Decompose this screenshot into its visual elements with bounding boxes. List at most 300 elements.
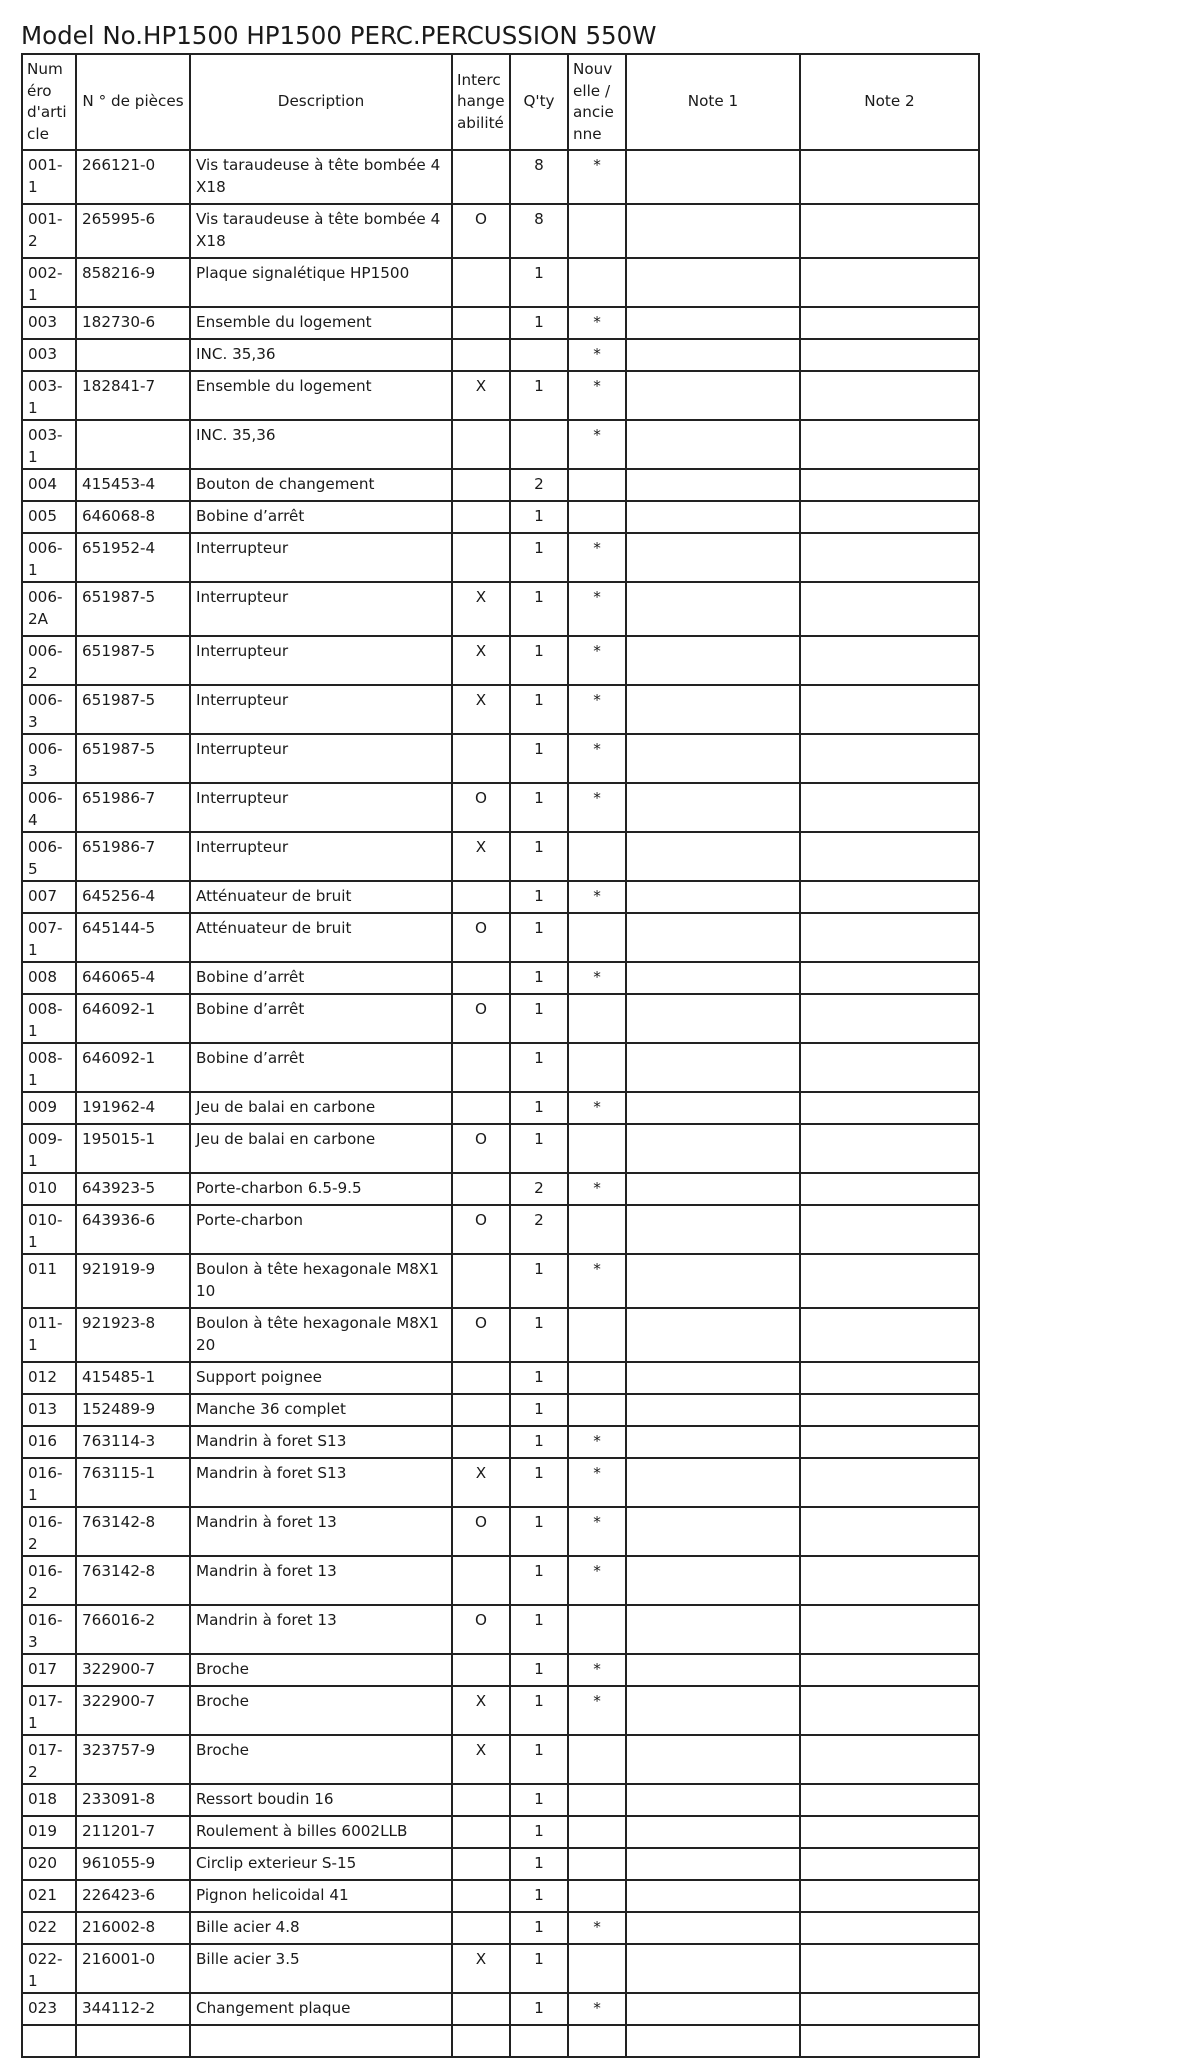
new-old-cell: * bbox=[568, 1092, 626, 1124]
part-no-cell: 415485-1 bbox=[76, 1362, 190, 1394]
description-cell: Porte-charbon bbox=[190, 1205, 452, 1254]
interchangeability-cell: O bbox=[452, 204, 510, 258]
description-cell: Mandrin à foret 13 bbox=[190, 1507, 452, 1556]
table-row bbox=[22, 1254, 979, 1308]
new-old-cell: * bbox=[568, 307, 626, 339]
description-cell: Manche 36 complet bbox=[190, 1394, 452, 1426]
qty-cell: 1 bbox=[510, 1426, 568, 1458]
part-no-cell: 921923-8 bbox=[76, 1308, 190, 1362]
part-no-cell: 322900-7 bbox=[76, 1686, 190, 1735]
table-row bbox=[22, 783, 979, 832]
table-row bbox=[22, 1735, 979, 1784]
note-1-cell bbox=[626, 204, 800, 258]
note-2-cell bbox=[800, 913, 979, 962]
description-cell: Porte-charbon 6.5-9.5 bbox=[190, 1173, 452, 1205]
col-header-new-old: Nouvelle / ancienne bbox=[568, 54, 626, 150]
new-old-cell: * bbox=[568, 734, 626, 783]
part-no-cell bbox=[76, 2025, 190, 2057]
note-2-cell bbox=[800, 1394, 979, 1426]
new-old-cell: * bbox=[568, 420, 626, 469]
item-no-cell: 017-2 bbox=[22, 1735, 76, 1784]
qty-cell: 1 bbox=[510, 1254, 568, 1308]
note-1-cell bbox=[626, 1205, 800, 1254]
qty-cell bbox=[510, 420, 568, 469]
description-cell: Circlip exterieur S-15 bbox=[190, 1848, 452, 1880]
description-cell: Jeu de balai en carbone bbox=[190, 1092, 452, 1124]
part-no-cell bbox=[76, 420, 190, 469]
note-1-cell bbox=[626, 1735, 800, 1784]
qty-cell: 1 bbox=[510, 783, 568, 832]
part-no-cell: 651952-4 bbox=[76, 533, 190, 582]
note-2-cell bbox=[800, 783, 979, 832]
part-no-cell: 763115-1 bbox=[76, 1458, 190, 1507]
item-no-cell: 005 bbox=[22, 501, 76, 533]
interchangeability-cell: X bbox=[452, 636, 510, 685]
note-2-cell bbox=[800, 734, 979, 783]
part-no-cell: 265995-6 bbox=[76, 204, 190, 258]
item-no-cell: 001-2 bbox=[22, 204, 76, 258]
note-1-cell bbox=[626, 1848, 800, 1880]
interchangeability-cell: O bbox=[452, 1124, 510, 1173]
table-row bbox=[22, 1124, 979, 1173]
note-1-cell bbox=[626, 1124, 800, 1173]
interchangeability-cell bbox=[452, 307, 510, 339]
note-2-cell bbox=[800, 1605, 979, 1654]
part-no-cell: 921919-9 bbox=[76, 1254, 190, 1308]
qty-cell: 1 bbox=[510, 994, 568, 1043]
description-cell: Support poignee bbox=[190, 1362, 452, 1394]
item-no-cell: 008-1 bbox=[22, 994, 76, 1043]
note-2-cell bbox=[800, 150, 979, 204]
interchangeability-cell: O bbox=[452, 1605, 510, 1654]
note-2-cell bbox=[800, 307, 979, 339]
new-old-cell bbox=[568, 1848, 626, 1880]
note-1-cell bbox=[626, 1254, 800, 1308]
qty-cell: 1 bbox=[510, 1816, 568, 1848]
note-1-cell bbox=[626, 1880, 800, 1912]
item-no-cell: 003-1 bbox=[22, 420, 76, 469]
new-old-cell bbox=[568, 1124, 626, 1173]
interchangeability-cell bbox=[452, 533, 510, 582]
part-no-cell: 191962-4 bbox=[76, 1092, 190, 1124]
table-row bbox=[22, 1043, 979, 1092]
qty-cell: 1 bbox=[510, 501, 568, 533]
table-row bbox=[22, 1993, 979, 2025]
note-1-cell bbox=[626, 501, 800, 533]
interchangeability-cell bbox=[452, 1556, 510, 1605]
note-1-cell bbox=[626, 1308, 800, 1362]
interchangeability-cell bbox=[452, 962, 510, 994]
part-no-cell: 763142-8 bbox=[76, 1556, 190, 1605]
note-1-cell bbox=[626, 258, 800, 307]
item-no-cell: 022-1 bbox=[22, 1944, 76, 1993]
table-row bbox=[22, 1205, 979, 1254]
new-old-cell bbox=[568, 832, 626, 881]
description-cell: Broche bbox=[190, 1735, 452, 1784]
qty-cell: 1 bbox=[510, 1394, 568, 1426]
table-row bbox=[22, 501, 979, 533]
description-cell: Boulon à tête hexagonale M8X110 bbox=[190, 1254, 452, 1308]
item-no-cell: 006-2A bbox=[22, 582, 76, 636]
part-no-cell: 645144-5 bbox=[76, 913, 190, 962]
note-2-cell bbox=[800, 881, 979, 913]
note-2-cell bbox=[800, 1308, 979, 1362]
note-2-cell bbox=[800, 832, 979, 881]
note-1-cell bbox=[626, 1784, 800, 1816]
item-no-cell: 021 bbox=[22, 1880, 76, 1912]
item-no-cell: 006-5 bbox=[22, 832, 76, 881]
table-row bbox=[22, 636, 979, 685]
new-old-cell bbox=[568, 1205, 626, 1254]
description-cell: Roulement à billes 6002LLB bbox=[190, 1816, 452, 1848]
part-no-cell: 152489-9 bbox=[76, 1394, 190, 1426]
table-row bbox=[22, 339, 979, 371]
table-row bbox=[22, 533, 979, 582]
item-no-cell: 004 bbox=[22, 469, 76, 501]
qty-cell: 1 bbox=[510, 1880, 568, 1912]
note-1-cell bbox=[626, 1556, 800, 1605]
interchangeability-cell bbox=[452, 150, 510, 204]
new-old-cell: * bbox=[568, 881, 626, 913]
description-cell: Broche bbox=[190, 1654, 452, 1686]
table-row bbox=[22, 2025, 979, 2057]
interchangeability-cell: X bbox=[452, 685, 510, 734]
table-row bbox=[22, 1944, 979, 1993]
note-2-cell bbox=[800, 1254, 979, 1308]
qty-cell: 1 bbox=[510, 371, 568, 420]
note-2-cell bbox=[800, 371, 979, 420]
note-2-cell bbox=[800, 1912, 979, 1944]
description-cell: Interrupteur bbox=[190, 783, 452, 832]
item-no-cell: 010-1 bbox=[22, 1205, 76, 1254]
interchangeability-cell bbox=[452, 469, 510, 501]
qty-cell: 1 bbox=[510, 1784, 568, 1816]
qty-cell: 1 bbox=[510, 832, 568, 881]
note-1-cell bbox=[626, 1394, 800, 1426]
note-1-cell bbox=[626, 783, 800, 832]
interchangeability-cell: O bbox=[452, 1308, 510, 1362]
new-old-cell: * bbox=[568, 962, 626, 994]
table-row bbox=[22, 258, 979, 307]
table-row bbox=[22, 1556, 979, 1605]
note-2-cell bbox=[800, 994, 979, 1043]
qty-cell: 1 bbox=[510, 258, 568, 307]
part-no-cell: 763142-8 bbox=[76, 1507, 190, 1556]
note-1-cell bbox=[626, 734, 800, 783]
part-no-cell: 216002-8 bbox=[76, 1912, 190, 1944]
note-1-cell bbox=[626, 913, 800, 962]
part-no-cell bbox=[76, 339, 190, 371]
new-old-cell: * bbox=[568, 636, 626, 685]
description-cell: Vis taraudeuse à tête bombée 4X18 bbox=[190, 150, 452, 204]
new-old-cell: * bbox=[568, 339, 626, 371]
note-2-cell bbox=[800, 1507, 979, 1556]
new-old-cell bbox=[568, 1816, 626, 1848]
item-no-cell: 001-1 bbox=[22, 150, 76, 204]
col-header-interchangeability: Interchangeabilité bbox=[452, 54, 510, 150]
qty-cell: 1 bbox=[510, 1556, 568, 1605]
part-no-cell: 182841-7 bbox=[76, 371, 190, 420]
note-2-cell bbox=[800, 1735, 979, 1784]
note-2-cell bbox=[800, 339, 979, 371]
table-row bbox=[22, 1686, 979, 1735]
note-1-cell bbox=[626, 1362, 800, 1394]
description-cell: Ensemble du logement bbox=[190, 307, 452, 339]
note-2-cell bbox=[800, 1784, 979, 1816]
note-1-cell bbox=[626, 962, 800, 994]
note-1-cell bbox=[626, 1993, 800, 2025]
note-2-cell bbox=[800, 1654, 979, 1686]
new-old-cell: * bbox=[568, 1458, 626, 1507]
part-no-cell: 651986-7 bbox=[76, 832, 190, 881]
description-cell: Interrupteur bbox=[190, 832, 452, 881]
note-1-cell bbox=[626, 1816, 800, 1848]
note-2-cell bbox=[800, 962, 979, 994]
table-header-row bbox=[22, 54, 979, 150]
new-old-cell bbox=[568, 1735, 626, 1784]
item-no-cell: 006-3 bbox=[22, 734, 76, 783]
new-old-cell bbox=[568, 1605, 626, 1654]
new-old-cell bbox=[568, 204, 626, 258]
item-no-cell: 023 bbox=[22, 1993, 76, 2025]
new-old-cell bbox=[568, 1944, 626, 1993]
new-old-cell: * bbox=[568, 783, 626, 832]
qty-cell: 1 bbox=[510, 636, 568, 685]
note-2-cell bbox=[800, 1173, 979, 1205]
interchangeability-cell: X bbox=[452, 1458, 510, 1507]
interchangeability-cell: O bbox=[452, 1205, 510, 1254]
new-old-cell: * bbox=[568, 1173, 626, 1205]
item-no-cell: 016 bbox=[22, 1426, 76, 1458]
note-2-cell bbox=[800, 1124, 979, 1173]
part-no-cell: 651987-5 bbox=[76, 734, 190, 783]
part-no-cell: 323757-9 bbox=[76, 1735, 190, 1784]
interchangeability-cell: X bbox=[452, 1944, 510, 1993]
note-1-cell bbox=[626, 582, 800, 636]
note-1-cell bbox=[626, 1043, 800, 1092]
item-no-cell: 016-2 bbox=[22, 1507, 76, 1556]
table-row bbox=[22, 469, 979, 501]
col-header-item-no: Numéro d'article bbox=[22, 54, 76, 150]
new-old-cell: * bbox=[568, 1507, 626, 1556]
interchangeability-cell bbox=[452, 1043, 510, 1092]
part-no-cell: 344112-2 bbox=[76, 1993, 190, 2025]
description-cell: INC. 35,36 bbox=[190, 339, 452, 371]
note-1-cell bbox=[626, 420, 800, 469]
note-1-cell bbox=[626, 1507, 800, 1556]
qty-cell: 1 bbox=[510, 962, 568, 994]
description-cell: Vis taraudeuse à tête bombée 4X18 bbox=[190, 204, 452, 258]
new-old-cell: * bbox=[568, 1654, 626, 1686]
new-old-cell bbox=[568, 913, 626, 962]
description-cell: Interrupteur bbox=[190, 734, 452, 783]
table-row bbox=[22, 1362, 979, 1394]
note-2-cell bbox=[800, 258, 979, 307]
part-no-cell: 643923-5 bbox=[76, 1173, 190, 1205]
note-1-cell bbox=[626, 339, 800, 371]
qty-cell: 1 bbox=[510, 1308, 568, 1362]
description-cell: Changement plaque bbox=[190, 1993, 452, 2025]
note-2-cell bbox=[800, 1556, 979, 1605]
table-row bbox=[22, 1784, 979, 1816]
new-old-cell bbox=[568, 1880, 626, 1912]
description-cell: Broche bbox=[190, 1686, 452, 1735]
table-row bbox=[22, 832, 979, 881]
qty-cell: 2 bbox=[510, 469, 568, 501]
note-1-cell bbox=[626, 371, 800, 420]
new-old-cell: * bbox=[568, 1686, 626, 1735]
description-cell: Bobine d’arrêt bbox=[190, 994, 452, 1043]
item-no-cell: 017-1 bbox=[22, 1686, 76, 1735]
description-cell: Ressort boudin 16 bbox=[190, 1784, 452, 1816]
qty-cell: 1 bbox=[510, 1912, 568, 1944]
item-no-cell: 003-1 bbox=[22, 371, 76, 420]
note-2-cell bbox=[800, 1092, 979, 1124]
part-no-cell: 211201-7 bbox=[76, 1816, 190, 1848]
description-cell: Ensemble du logement bbox=[190, 371, 452, 420]
interchangeability-cell bbox=[452, 1654, 510, 1686]
item-no-cell: 008-1 bbox=[22, 1043, 76, 1092]
table-row bbox=[22, 1912, 979, 1944]
qty-cell: 1 bbox=[510, 1605, 568, 1654]
note-1-cell bbox=[626, 1654, 800, 1686]
interchangeability-cell bbox=[452, 734, 510, 783]
qty-cell: 1 bbox=[510, 1124, 568, 1173]
description-cell: Mandrin à foret S13 bbox=[190, 1426, 452, 1458]
interchangeability-cell: X bbox=[452, 832, 510, 881]
note-1-cell bbox=[626, 994, 800, 1043]
note-1-cell bbox=[626, 307, 800, 339]
new-old-cell bbox=[568, 1394, 626, 1426]
qty-cell: 1 bbox=[510, 533, 568, 582]
item-no-cell: 006-2 bbox=[22, 636, 76, 685]
table-row bbox=[22, 1308, 979, 1362]
item-no-cell: 002-1 bbox=[22, 258, 76, 307]
qty-cell: 1 bbox=[510, 582, 568, 636]
table-row bbox=[22, 1654, 979, 1686]
col-header-description: Description bbox=[190, 54, 452, 150]
interchangeability-cell bbox=[452, 1254, 510, 1308]
new-old-cell: * bbox=[568, 1912, 626, 1944]
qty-cell: 1 bbox=[510, 1458, 568, 1507]
col-header-note-2: Note 2 bbox=[800, 54, 979, 150]
note-2-cell bbox=[800, 1816, 979, 1848]
table-row bbox=[22, 962, 979, 994]
new-old-cell bbox=[568, 501, 626, 533]
new-old-cell: * bbox=[568, 371, 626, 420]
col-header-part-no: N ° de pièces bbox=[76, 54, 190, 150]
description-cell: Mandrin à foret 13 bbox=[190, 1605, 452, 1654]
note-2-cell bbox=[800, 1686, 979, 1735]
description-cell bbox=[190, 2025, 452, 2057]
interchangeability-cell bbox=[452, 1394, 510, 1426]
note-1-cell bbox=[626, 469, 800, 501]
new-old-cell bbox=[568, 258, 626, 307]
item-no-cell: 009-1 bbox=[22, 1124, 76, 1173]
item-no-cell: 020 bbox=[22, 1848, 76, 1880]
table-row bbox=[22, 1507, 979, 1556]
note-2-cell bbox=[800, 582, 979, 636]
note-1-cell bbox=[626, 1092, 800, 1124]
table-row bbox=[22, 1816, 979, 1848]
note-2-cell bbox=[800, 501, 979, 533]
qty-cell: 1 bbox=[510, 1092, 568, 1124]
note-1-cell bbox=[626, 685, 800, 734]
qty-cell: 1 bbox=[510, 881, 568, 913]
part-no-cell: 651987-5 bbox=[76, 685, 190, 734]
qty-cell: 1 bbox=[510, 1848, 568, 1880]
note-1-cell bbox=[626, 1173, 800, 1205]
table-row bbox=[22, 150, 979, 204]
description-cell: Jeu de balai en carbone bbox=[190, 1124, 452, 1173]
item-no-cell: 006-1 bbox=[22, 533, 76, 582]
qty-cell: 1 bbox=[510, 1993, 568, 2025]
table-row bbox=[22, 1458, 979, 1507]
part-no-cell: 233091-8 bbox=[76, 1784, 190, 1816]
note-2-cell bbox=[800, 533, 979, 582]
qty-cell: 1 bbox=[510, 1043, 568, 1092]
description-cell: Interrupteur bbox=[190, 685, 452, 734]
note-2-cell bbox=[800, 469, 979, 501]
part-no-cell: 266121-0 bbox=[76, 150, 190, 204]
interchangeability-cell bbox=[452, 1993, 510, 2025]
part-no-cell: 646092-1 bbox=[76, 994, 190, 1043]
qty-cell bbox=[510, 339, 568, 371]
part-no-cell: 651987-5 bbox=[76, 636, 190, 685]
item-no-cell: 007 bbox=[22, 881, 76, 913]
interchangeability-cell: X bbox=[452, 1686, 510, 1735]
description-cell: INC. 35,36 bbox=[190, 420, 452, 469]
part-no-cell: 646068-8 bbox=[76, 501, 190, 533]
part-no-cell: 216001-0 bbox=[76, 1944, 190, 1993]
new-old-cell bbox=[568, 1308, 626, 1362]
note-1-cell bbox=[626, 150, 800, 204]
description-cell: Interrupteur bbox=[190, 533, 452, 582]
item-no-cell: 013 bbox=[22, 1394, 76, 1426]
item-no-cell: 011-1 bbox=[22, 1308, 76, 1362]
new-old-cell bbox=[568, 994, 626, 1043]
new-old-cell bbox=[568, 2025, 626, 2057]
description-cell: Pignon helicoidal 41 bbox=[190, 1880, 452, 1912]
table-row bbox=[22, 371, 979, 420]
interchangeability-cell bbox=[452, 1848, 510, 1880]
table-row bbox=[22, 1880, 979, 1912]
description-cell: Bobine d’arrêt bbox=[190, 1043, 452, 1092]
table-row bbox=[22, 204, 979, 258]
description-cell: Boulon à tête hexagonale M8X120 bbox=[190, 1308, 452, 1362]
qty-cell bbox=[510, 2025, 568, 2057]
part-no-cell: 651987-5 bbox=[76, 582, 190, 636]
interchangeability-cell bbox=[452, 501, 510, 533]
note-1-cell bbox=[626, 636, 800, 685]
qty-cell: 1 bbox=[510, 1686, 568, 1735]
new-old-cell: * bbox=[568, 1426, 626, 1458]
table-row bbox=[22, 582, 979, 636]
item-no-cell: 007-1 bbox=[22, 913, 76, 962]
item-no-cell: 003 bbox=[22, 307, 76, 339]
item-no-cell: 017 bbox=[22, 1654, 76, 1686]
interchangeability-cell: O bbox=[452, 994, 510, 1043]
interchangeability-cell bbox=[452, 1362, 510, 1394]
part-no-cell: 858216-9 bbox=[76, 258, 190, 307]
interchangeability-cell bbox=[452, 1092, 510, 1124]
item-no-cell: 009 bbox=[22, 1092, 76, 1124]
interchangeability-cell bbox=[452, 420, 510, 469]
table-row bbox=[22, 1394, 979, 1426]
description-cell: Bobine d’arrêt bbox=[190, 501, 452, 533]
qty-cell: 2 bbox=[510, 1173, 568, 1205]
qty-cell: 1 bbox=[510, 734, 568, 783]
